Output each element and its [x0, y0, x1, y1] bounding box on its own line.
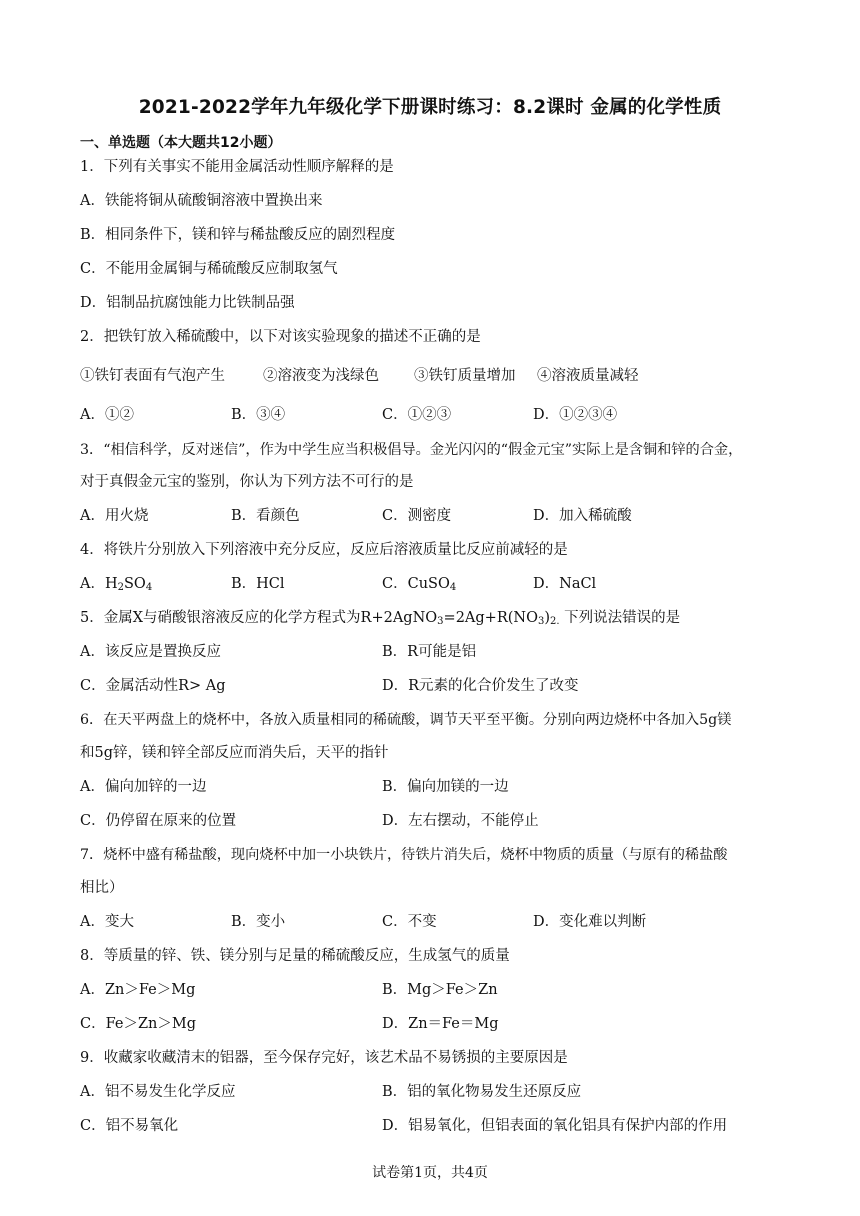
question-8-option-c: C．Fe＞Zn＞Mg — [80, 1016, 196, 1032]
question-7-option-a: A．变大 — [80, 914, 134, 930]
question-2-statement-1: ①铁钉表面有气泡产生 — [80, 368, 225, 384]
question-6-stem-line-1: 6．在天平两盘上的烧杯中，各放入质量相同的稀硫酸，调节天平至平衡。分别向两边烧杯中各加入5g镁 — [80, 712, 732, 728]
question-2-stem: 2．把铁钉放入稀硫酸中，以下对该实验现象的描述不正确的是 — [80, 329, 481, 345]
question-3-option-a: A．用火烧 — [80, 508, 149, 524]
question-4-option-c: C．CuSO$_4$ — [382, 576, 457, 593]
question-9-option-b: B．铝的氧化物易发生还原反应 — [382, 1084, 582, 1100]
question-1-option-c: C．不能用金属铜与稀硫酸反应制取氢气 — [80, 261, 338, 277]
page-title: 2021-2022学年九年级化学下册课时练习：8.2课时 金属的化学性质 — [138, 97, 722, 118]
question-3-option-b: B．看颜色 — [231, 508, 300, 524]
question-6-option-c: C．仍停留在原来的位置 — [80, 813, 237, 829]
question-2-statement-4: ④溶液质量减轻 — [537, 368, 639, 384]
question-8-option-a: A．Zn＞Fe＞Mg — [80, 982, 196, 998]
question-2-statement-2: ②溶液变为浅绿色 — [263, 368, 379, 384]
question-9-option-d: D．铝易氧化，但铝表面的氧化铝具有保护内部的作用 — [382, 1118, 728, 1134]
question-3-stem-line-1: 3．“相信科学，反对迷信”，作为中学生应当积极倡导。金光闪闪的“假金元宝”实际上是含铜和锌的合金， — [80, 442, 743, 458]
question-7-stem-line-2: 相比） — [80, 880, 124, 896]
question-9-option-a: A．铝不易发生化学反应 — [80, 1084, 236, 1100]
question-7-option-c: C．不变 — [382, 914, 437, 930]
question-8-option-d: D．Zn＝Fe＝Mg — [382, 1016, 499, 1032]
question-8-stem: 8．等质量的锌、铁、镁分别与足量的稀硫酸反应，生成氢气的质量 — [80, 948, 510, 964]
question-7-option-d: D．变化难以判断 — [533, 914, 647, 930]
question-1-stem: 1．下列有关事实不能用金属活动性顺序解释的是 — [80, 159, 394, 175]
question-3-stem-line-2: 对于真假金元宝的鉴别，你认为下列方法不可行的是 — [80, 474, 414, 490]
question-5-option-d: D．R元素的化合价发生了改变 — [382, 678, 579, 694]
question-6-option-b: B．偏向加镁的一边 — [382, 779, 509, 795]
question-6-option-d: D．左右摆动，不能停止 — [382, 813, 539, 829]
question-7-option-b: B．变小 — [231, 914, 286, 930]
question-5-stem: 5．金属X与硝酸银溶液反应的化学方程式为$R+2AgNO_3=2Ag+R(NO_3)_{2.}$ 下列说法错误的是 — [80, 610, 681, 627]
question-1-option-a: A．铁能将铜从硫酸铜溶液中置换出来 — [80, 193, 323, 209]
question-4-option-d: D．NaCl — [533, 576, 597, 592]
question-9-option-c: C．铝不易氧化 — [80, 1118, 179, 1134]
question-7-stem-line-1: 7．烧杯中盛有稀盐酸，现向烧杯中加一小块铁片，待铁片消失后，烧杯中物质的质量（与原有的稀盐酸 — [80, 847, 728, 863]
question-9-stem: 9．收藏家收藏清末的铝器，至今保存完好，该艺术品不易锈损的主要原因是 — [80, 1050, 568, 1066]
question-3-option-c: C．测密度 — [382, 508, 452, 524]
question-8-option-b: B．Mg＞Fe＞Zn — [382, 982, 498, 998]
question-2-option-b: B．③④ — [231, 407, 286, 423]
page-footer: 试卷第1页，共4页 — [372, 1165, 488, 1181]
question-2-option-d: D．①②③④ — [533, 407, 618, 423]
question-4-option-a: A．$H_2SO_4$ — [80, 576, 153, 593]
question-2-statement-3: ③铁钉质量增加 — [414, 368, 516, 384]
section-heading: 一、单选题（本大题共12小题） — [80, 135, 282, 151]
question-2-option-a: A．①② — [80, 407, 134, 423]
question-1-option-d: D．铝制品抗腐蚀能力比铁制品强 — [80, 295, 295, 311]
question-5-option-b: B．R可能是铝 — [382, 644, 477, 660]
question-5-option-c: C．金属活动性R> Ag — [80, 678, 226, 694]
question-4-option-b: B．HCl — [231, 576, 285, 592]
question-4-stem: 4．将铁片分别放入下列溶液中充分反应，反应后溶液质量比反应前减轻的是 — [80, 542, 568, 558]
question-6-option-a: A．偏向加锌的一边 — [80, 779, 207, 795]
question-3-option-d: D．加入稀硫酸 — [533, 508, 632, 524]
question-2-option-c: C．①②③ — [382, 407, 452, 423]
question-5-option-a: A．该反应是置换反应 — [80, 644, 221, 660]
question-6-stem-line-2: 和5g锌，镁和锌全部反应而消失后，天平的指针 — [80, 745, 389, 761]
question-1-option-b: B．相同条件下，镁和锌与稀盐酸反应的剧烈程度 — [80, 227, 396, 243]
